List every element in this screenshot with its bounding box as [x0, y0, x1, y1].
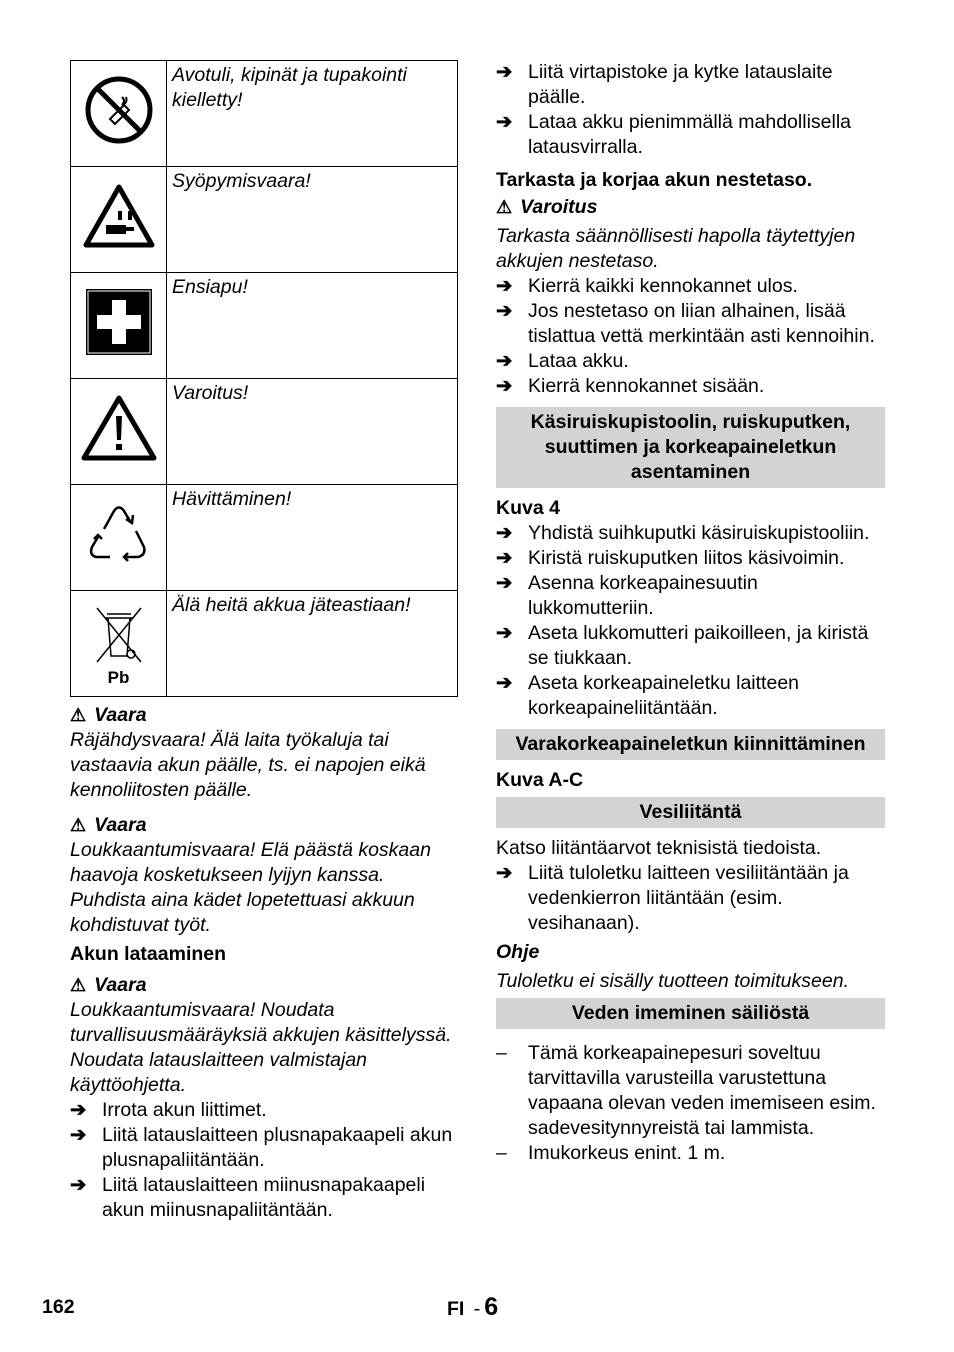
symbol-table — [70, 60, 458, 697]
warning-icon: ⚠ — [70, 815, 87, 835]
warning-heading: ⚠ Vaara — [70, 814, 147, 836]
arrow-icon: ➔ — [496, 375, 513, 397]
arrow-icon: ➔ — [70, 1174, 87, 1196]
symbol-row — [71, 167, 458, 273]
list-item: ➔ Kierrä kennokannet sisään. — [496, 375, 765, 397]
section-title: Akun lataaminen — [70, 943, 227, 965]
arrow-icon: ➔ — [496, 572, 513, 594]
list-item: ➔ Liitä latauslaitteen miinusnapakaapeli akun miinusnapaliitäntään. — [70, 1174, 426, 1221]
symbol-text: Hävittäminen! — [167, 485, 458, 591]
section-heading: Veden imeminen säiliöstä — [496, 998, 885, 1029]
arrow-icon: ➔ — [496, 622, 513, 644]
list-item: ➔ Lataa akku pienimmällä mahdollisella latausvirralla. — [496, 111, 852, 158]
list-item: ➔ Yhdistä suihkuputki käsiruiskupistooliin. — [496, 522, 870, 544]
first-aid-icon — [71, 273, 167, 379]
warning-heading: ⚠ Varoitus — [496, 196, 598, 218]
symbol-text: Älä heitä akkua jäteastiaan! — [167, 591, 458, 697]
symbol-row — [71, 379, 458, 485]
body-text: Katso liitäntäarvot teknisistä tiedoista. — [496, 837, 822, 859]
list-item: – Imukorkeus enint. 1 m. — [496, 1142, 726, 1164]
section-heading: Vesiliitäntä — [496, 797, 885, 828]
symbol-row — [71, 485, 458, 591]
warning-icon — [71, 379, 167, 485]
symbol-row — [71, 591, 458, 697]
left-column — [70, 60, 458, 1223]
no-bin-icon — [71, 591, 167, 697]
figure-ref: Kuva A-C — [496, 769, 584, 791]
list-item: ➔ Asenna korkeapainesuutin lukkomutteriin. — [496, 572, 758, 619]
arrow-icon: ➔ — [496, 672, 513, 694]
arrow-icon: ➔ — [496, 111, 513, 133]
warning-icon: ⚠ — [70, 975, 87, 995]
section-heading: Käsiruiskupistoolin, ruiskuputken, suuttimen ja korkeapaineletkun asentaminen — [496, 407, 885, 488]
warning-heading: ⚠ Vaara — [70, 704, 147, 726]
list-item: ➔ Kierrä kaikki kennokannet ulos. — [496, 275, 798, 297]
language-code: FI - 6 — [447, 1293, 499, 1321]
arrow-icon: ➔ — [70, 1099, 87, 1121]
symbol-row — [71, 61, 458, 167]
list-item: ➔ Irrota akun liittimet. — [70, 1099, 267, 1121]
list-item: – Tämä korkeapainepesuri soveltuu tarvittavilla varusteilla varustettuna vapaana olevan veden imemiseen esim. sadevesitynnyreistä tai lammista. — [496, 1042, 876, 1139]
arrow-icon: ➔ — [496, 275, 513, 297]
arrow-icon: ➔ — [496, 862, 513, 884]
symbol-text: Varoitus! — [167, 379, 458, 485]
symbol-text: Syöpymisvaara! — [167, 167, 458, 273]
warning-icon: ⚠ — [70, 705, 87, 725]
arrow-icon: ➔ — [496, 350, 513, 372]
page-number: 162 — [42, 1296, 75, 1318]
warning-text: Loukkaantumisvaara! Elä päästä koskaan haavoja kosketukseen lyijyn kanssa. Puhdista aina kädet lopetettuasi akkuun kohdistuvat työt. — [70, 839, 431, 936]
list-item: ➔ Aseta korkeapaineletku laitteen korkeapaineliitäntään. — [496, 672, 800, 719]
figure-ref: Kuva 4 — [496, 497, 560, 519]
arrow-icon: ➔ — [496, 522, 513, 544]
list-item: ➔ Liitä tuloletku laitteen vesiliitäntään ja vedenkierron liitäntään (esim. vesihanaan). — [496, 862, 849, 934]
note-text: Tuloletku ei sisälly tuotteen toimitukseen. — [496, 970, 849, 992]
warning-icon: ⚠ — [496, 197, 513, 217]
right-column — [496, 60, 885, 1166]
corrosive-icon — [71, 167, 167, 273]
list-item: ➔ Lataa akku. — [496, 350, 629, 372]
warning-text: Tarkasta säännöllisesti hapolla täytettyjen akkujen nestetaso. — [496, 225, 856, 272]
page-footer — [42, 1295, 922, 1320]
section-title: Tarkasta ja korjaa akun nestetaso. — [496, 169, 813, 191]
warning-text: Räjähdysvaara! Älä laita työkaluja tai vastaavia akun päälle, ts. ei napojen eikä kennoliitosten päälle. — [70, 729, 426, 801]
list-item: ➔ Jos nestetaso on liian alhainen, lisää tislattua vettä merkintään asti kennoihin. — [496, 300, 875, 347]
section-heading: Varakorkeapaineletkun kiinnittäminen — [496, 729, 885, 760]
list-item: ➔ Liitä virtapistoke ja kytke latauslaite päälle. — [496, 61, 833, 108]
arrow-icon: ➔ — [496, 300, 513, 322]
list-item: ➔ Liitä latauslaitteen plusnapakaapeli akun plusnapaliitäntään. — [70, 1124, 453, 1171]
recycle-icon — [71, 485, 167, 591]
list-item: ➔ Kiristä ruiskuputken liitos käsivoimin. — [496, 547, 845, 569]
arrow-icon: ➔ — [70, 1124, 87, 1146]
list-item: ➔ Aseta lukkomutteri paikoilleen, ja kiristä se tiukkaan. — [496, 622, 869, 669]
note-heading: Ohje — [496, 941, 540, 963]
pb-label: Pb — [107, 667, 130, 687]
arrow-icon: ➔ — [496, 61, 513, 83]
arrow-icon: ➔ — [496, 547, 513, 569]
symbol-text: Ensiapu! — [167, 273, 458, 379]
warning-text: Loukkaantumisvaara! Noudata turvallisuusmääräyksiä akkujen käsittelyssä. Noudata latauslaitteen valmistajan käyttöohjetta. — [70, 999, 452, 1096]
symbol-text: Avotuli, kipinät ja tupakointi kielletty! — [167, 61, 458, 167]
symbol-row — [71, 273, 458, 379]
no-fire-icon — [71, 61, 167, 167]
warning-heading: ⚠ Vaara — [70, 974, 147, 996]
